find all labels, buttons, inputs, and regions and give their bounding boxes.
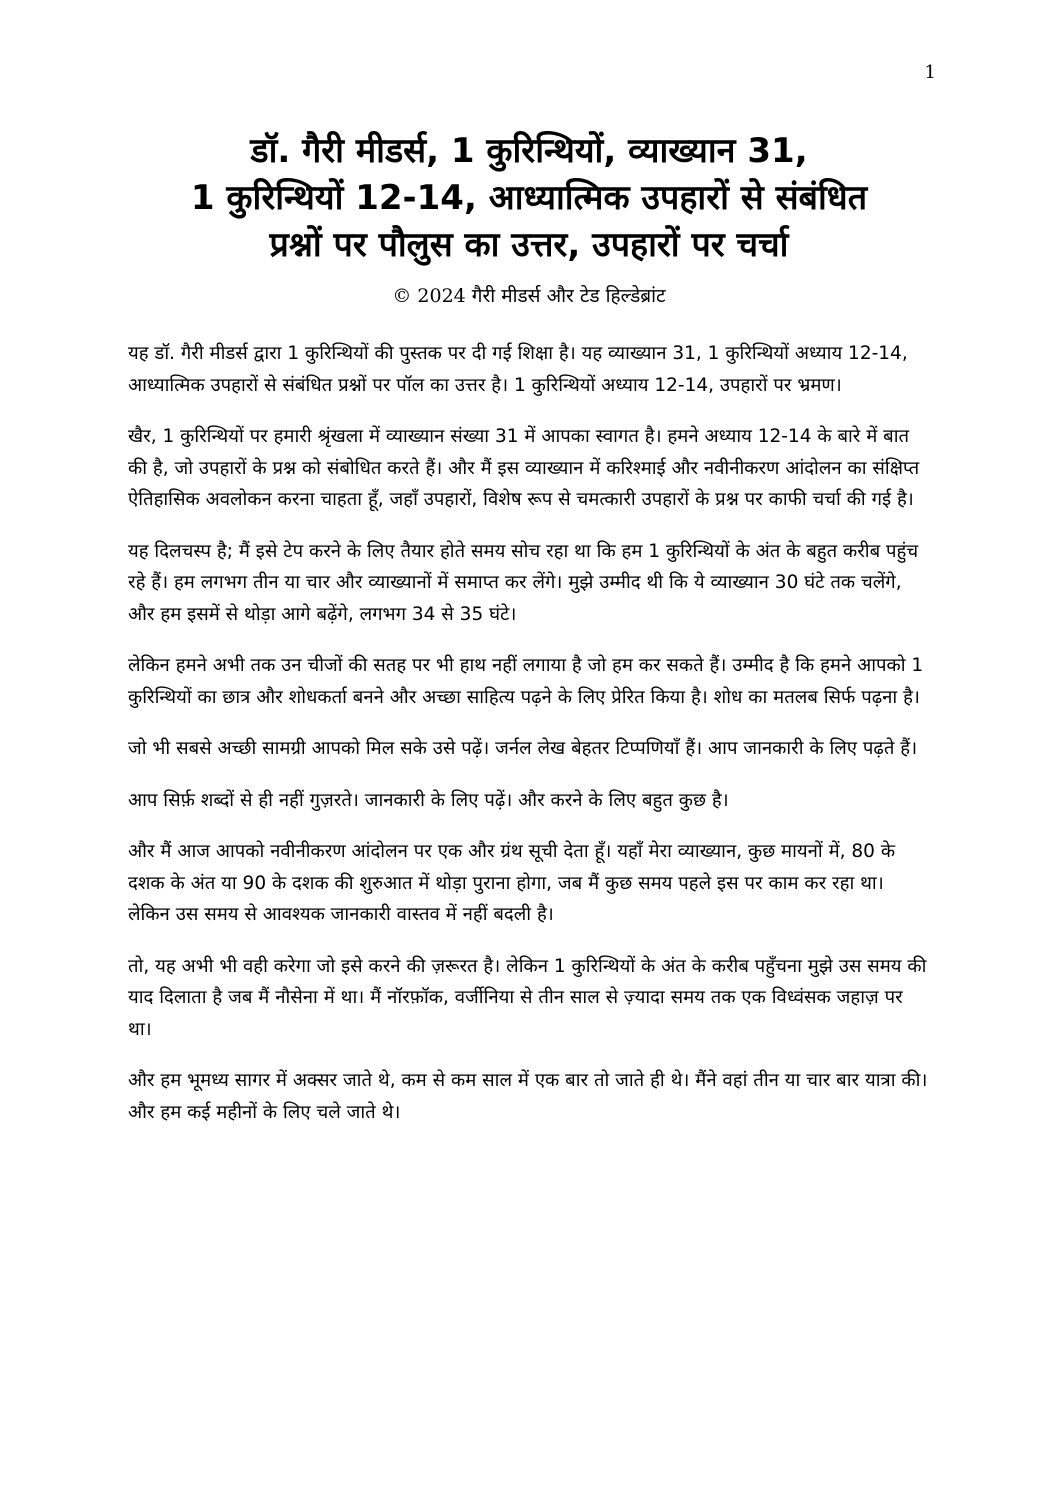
paragraph-8: तो, यह अभी भी वही करेगा जो इसे करने की ज़रूरत है। लेकिन 1 कुरिन्थियों के अंत के करीब पहुँचना मुझे उस समय की याद दिलाता है जब मैं नौसेना में था। मैं नॉरफ़ॉक, वर्जीनिया से तीन साल से ज़्यादा समय तक एक विध्वंसक जहाज़ पर था। <box>128 955 927 1040</box>
copyright-line: © 2024 गैरी मीडर्स और टेड हिल्डेब्रांट <box>392 285 666 307</box>
paragraph-9: और हम भूमध्य सागर में अक्सर जाते थे, कम से कम साल में एक बार तो जाते ही थे। मैंने वहां तीन या चार बार यात्रा की। और हम कई महीनों के लिए चले जाते थे। <box>128 1070 928 1123</box>
paragraph-2: खैर, 1 कुरिन्थियों पर हमारी श्रृंखला में व्याख्यान संख्या 31 में आपका स्वागत है। हमने अध्याय 12-14 के बारे में बात की है, जो उपहारों के प्रश्न को संबोधित करते हैं। और मैं इस व्याख्यान में करिश्माई और नवीनीकरण आंदोलन का संक्षिप्त ऐतिहासिक अवलोकन करना चाहता हूँ, जहाँ उपहारों, विशेष रूप से चमत्कारी उपहारों के प्रश्न पर काफी चर्चा की गई है। <box>128 426 920 510</box>
title-line-1: डॉ. गैरी मीडर्स, 1 कुरिन्थियों, व्याख्यान 31, <box>250 131 808 171</box>
paragraph-7: और मैं आज आपको नवीनीकरण आंदोलन पर एक और ग्रंथ सूची देता हूँ। यहाँ मेरा व्याख्यान, कुछ मायनों में, 80 के दशक के अंत या 90 के दशक की शुरुआत में थोड़ा पुराना होगा, जब मैं कुछ समय पहले इस पर काम कर रहा था। लेकिन उस समय से आवश्यक जानकारी वास्तव में नहीं बदली है। <box>128 841 896 925</box>
page-number: 1 <box>924 62 936 83</box>
paragraph-4: लेकिन हमने अभी तक उन चीजों की सतह पर भी हाथ नहीं लगाया है जो हम कर सकते हैं। उम्मीद है कि हमने आपको 1 कुरिन्थियों का छात्र और शोधकर्ता बनने और अच्छा साहित्य पढ़ने के लिए प्रेरित किया है। शोध का मतलब सिर्फ पढ़ना है। <box>128 655 924 708</box>
paragraph-6: आप सिर्फ़ शब्दों से ही नहीं गुज़रते। जानकारी के लिए पढ़ें। और करने के लिए बहुत कुछ है। <box>128 789 729 811</box>
title-line-2: 1 कुरिन्थियों 12-14, आध्यात्मिक उपहारों से संबंधित <box>190 178 868 218</box>
paragraph-5: जो भी सबसे अच्छी सामग्री आपको मिल सके उसे पढ़ें। जर्नल लेख बेहतर टिप्पणियाँ हैं। आप जानकारी के लिए पढ़ते हैं। <box>128 738 918 759</box>
document-body <box>128 338 928 1148</box>
paragraph-1: यह डॉ. गैरी मीडर्स द्वारा 1 कुरिन्थियों की पुस्तक पर दी गई शिक्षा है। यह व्याख्यान 31, 1 कुरिन्थियों अध्याय 12-14, आध्यात्मिक उपहारों से संबंधित प्रश्नों पर पॉल का उत्तर है। 1 कुरिन्थियों अध्याय 12-14, उपहारों पर भ्रमण। <box>128 343 908 396</box>
document-title <box>110 128 948 269</box>
paragraph-3: यह दिलचस्प है; मैं इसे टेप करने के लिए तैयार होते समय सोच रहा था कि हम 1 कुरिन्थियों के अंत के बहुत करीब पहुंच रहे हैं। हम लगभग तीन या चार और व्याख्यानों में समाप्त कर लेंगे। मुझे उम्मीद थी कि ये व्याख्यान 30 घंटे तक चलेंगे, और हम इसमें से थोड़ा आगे बढ़ेंगे, लगभग 34 से 35 घंटे। <box>128 540 919 625</box>
title-line-3: प्रश्नों पर पौलुस का उत्तर, उपहारों पर चर्चा <box>269 225 789 265</box>
